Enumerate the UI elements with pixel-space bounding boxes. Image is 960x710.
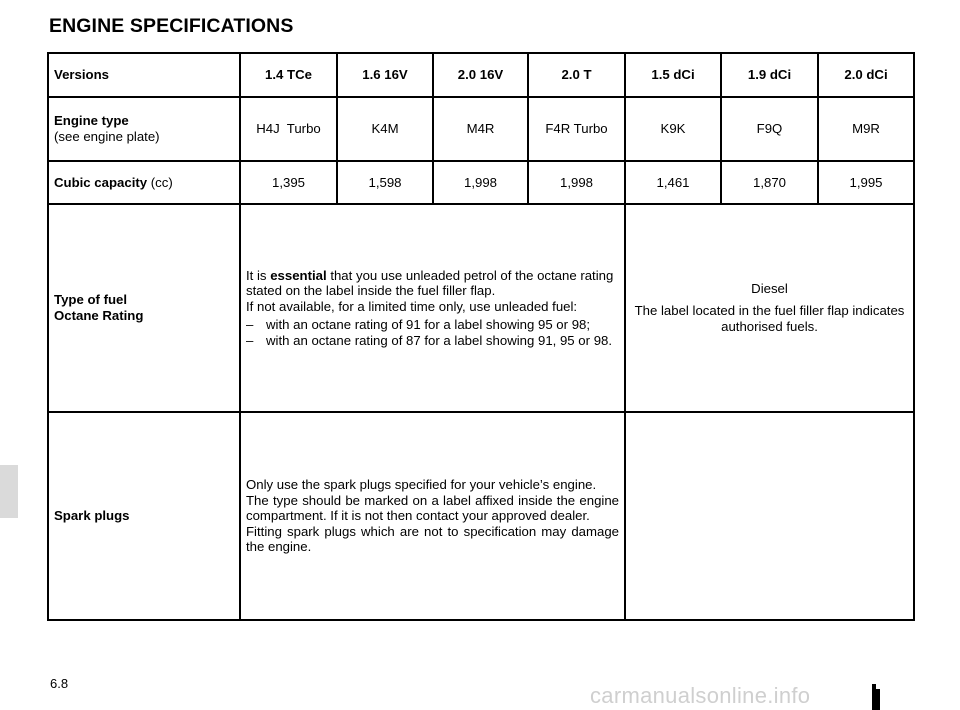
engine-type-note: (see engine plate) (54, 129, 160, 144)
engine-type-cell: M9R (818, 97, 914, 161)
capacity-cell: 1,598 (337, 161, 433, 204)
table-row-versions (48, 53, 914, 97)
fuel-type-label: Type of fuel (54, 292, 128, 307)
page-title: ENGINE SPECIFICATIONS (49, 15, 294, 37)
spark-plugs-cell (240, 412, 625, 620)
engine-type-label: Engine type (54, 113, 129, 128)
spark-plugs-diesel-cell (625, 412, 914, 620)
engine-type-cell: M4R (433, 97, 528, 161)
petrol-fuel-text (246, 268, 619, 349)
capacity-cell: 1,395 (240, 161, 337, 204)
table-row-fuel (48, 204, 914, 412)
capacity-label: Cubic capacity (54, 174, 148, 190)
version-cell: 1.4 TCe (240, 53, 337, 97)
page-number: 6.8 (50, 676, 69, 691)
capacity-cell: 1,461 (625, 161, 721, 204)
spark-plugs-text (246, 477, 619, 555)
fuel-header (48, 204, 240, 412)
capacity-unit: (cc) (150, 174, 173, 190)
table-row-spark-plugs (48, 412, 914, 620)
capacity-cell: 1,998 (528, 161, 625, 204)
capacity-cell: 1,995 (818, 161, 914, 204)
list-item: – with an octane rating of 91 for a label showing 95 or 98; (246, 317, 619, 333)
versions-header: Versions (48, 53, 240, 97)
version-cell: 1.5 dCi (625, 53, 721, 97)
spark-plugs-line: Only use the spark plugs specified for your vehicle’s engine. (246, 477, 597, 493)
petrol-intro-bold: essential (270, 267, 327, 283)
diesel-title: Diesel (751, 281, 788, 296)
diesel-fuel-text (631, 281, 908, 335)
spark-plugs-line: The type should be marked on a label affixed inside the engine compartment. If it is not then contact your approved dealer. (246, 492, 619, 524)
engine-type-cell: K4M (337, 97, 433, 161)
engine-type-header (48, 97, 240, 161)
version-cell: 2.0 T (528, 53, 625, 97)
engine-spec-table (47, 52, 915, 621)
petrol-fallback: If not available, for a limited time only, use unleaded fuel: (246, 298, 578, 314)
diesel-note: The label located in the fuel filler flap indicates authorised fuels. (634, 303, 905, 334)
table-row-capacity (48, 161, 914, 204)
petrol-intro-after: that you use unleaded petrol of the octane rating stated on the label inside the fuel filler flap. (246, 267, 614, 299)
chapter-tab (0, 465, 18, 518)
capacity-header (48, 161, 240, 204)
version-cell: 2.0 16V (433, 53, 528, 97)
table-row-engine-type (48, 97, 914, 161)
version-cell: 1.9 dCi (721, 53, 818, 97)
capacity-cell: 1,998 (433, 161, 528, 204)
octane-rating-label: Octane Rating (54, 308, 144, 323)
spark-plugs-line: Fitting spark plugs which are not to specification may damage the engine. (246, 523, 619, 555)
petrol-fuel-cell (240, 204, 625, 412)
engine-type-cell: F9Q (721, 97, 818, 161)
engine-type-cell: F4R Turbo (528, 97, 625, 161)
capacity-cell: 1,870 (721, 161, 818, 204)
petrol-intro (246, 268, 619, 299)
engine-type-cell: H4J Turbo (240, 97, 337, 161)
corner-mark (872, 689, 880, 710)
watermark: carmanualsonline.info (590, 683, 811, 708)
engine-type-cell: K9K (625, 97, 721, 161)
spark-plugs-header: Spark plugs (48, 412, 240, 620)
petrol-intro-before: It is (246, 267, 267, 283)
diesel-fuel-cell (625, 204, 914, 412)
version-cell: 1.6 16V (337, 53, 433, 97)
octane-list (246, 317, 619, 348)
list-item: – with an octane rating of 87 for a label showing 91, 95 or 98. (246, 333, 619, 349)
version-cell: 2.0 dCi (818, 53, 914, 97)
